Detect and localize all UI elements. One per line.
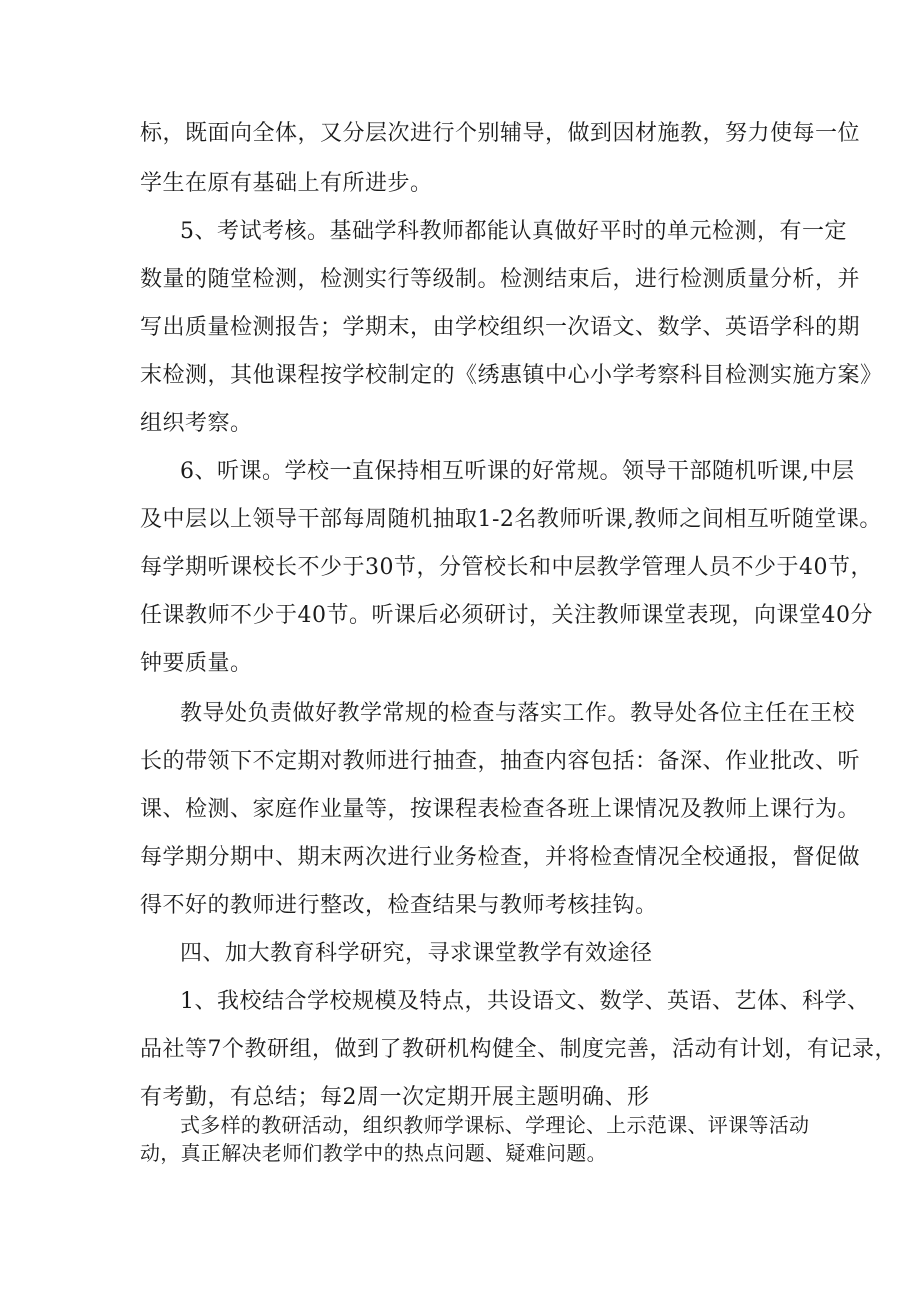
text-line: 每学期听课校长不少于30节，分管校长和中层教学管理人员不少于40节，	[140, 555, 873, 580]
text-line: 有考勤，有总结；每2周一次定期开展主题明确、形	[140, 1085, 650, 1110]
text-line: 组织考察。	[140, 411, 253, 436]
text-line: 每学期分期中、期末两次进行业务检查，并将检查情况全校通报，督促做	[140, 845, 861, 870]
text-line: 末检测，其他课程按学校制定的《绣惠镇中心小学考察科目检测实施方案》	[140, 363, 883, 388]
text-line: 及中层以上领导干部每周随机抽取1-2名教师听课,教师之间相互听随堂课。	[140, 507, 882, 532]
section-heading: 四、加大教育科学研究，寻求课堂教学有效途径	[180, 941, 653, 966]
text-line: 课、检测、家庭作业量等，按课程表检查各班上课情况及教师上课行为。	[140, 797, 861, 822]
text-line: 任课教师不少于40节。听课后必须研讨，关注教师课堂表现，向课堂40分	[140, 603, 873, 628]
text-line: 6、听课。学校一直保持相互听课的好常规。领导干部随机听课,中层	[180, 459, 855, 484]
text-line: 钟要质量。	[140, 651, 253, 676]
text-line: 式多样的教研活动，组织教师学课标、学理论、上示范课、评课等活动	[180, 1113, 810, 1137]
text-line: 数量的随堂检测，检测实行等级制。检测结束后，进行检测质量分析，并	[140, 267, 861, 292]
text-line: 得不好的教师进行整改，检查结果与教师考核挂钩。	[140, 893, 658, 918]
text-line: 动，真正解决老师们教学中的热点问题、疑难问题。	[140, 1141, 607, 1165]
text-line: 1、我校结合学校规模及特点，共设语文、数学、英语、艺体、科学、	[180, 989, 870, 1014]
text-line: 品社等7个教研组，做到了教研机构健全、制度完善，活动有计划，有记录，	[140, 1037, 897, 1062]
text-line: 学生在原有基础上有所进步。	[140, 171, 433, 196]
text-line: 标，既面向全体，又分层次进行个别辅导，做到因材施教，努力使每一位	[140, 121, 861, 146]
text-line: 5、考试考核。基础学科教师都能认真做好平时的单元检测，有一定	[180, 219, 847, 244]
text-line: 长的带领下不定期对教师进行抽查，抽查内容包括：备深、作业批改、听	[140, 749, 861, 774]
text-line: 写出质量检测报告；学期末，由学校组织一次语文、数学、英语学科的期	[140, 315, 861, 340]
text-line: 教导处负责做好教学常规的检查与落实工作。教导处各位主任在王校	[180, 701, 856, 726]
